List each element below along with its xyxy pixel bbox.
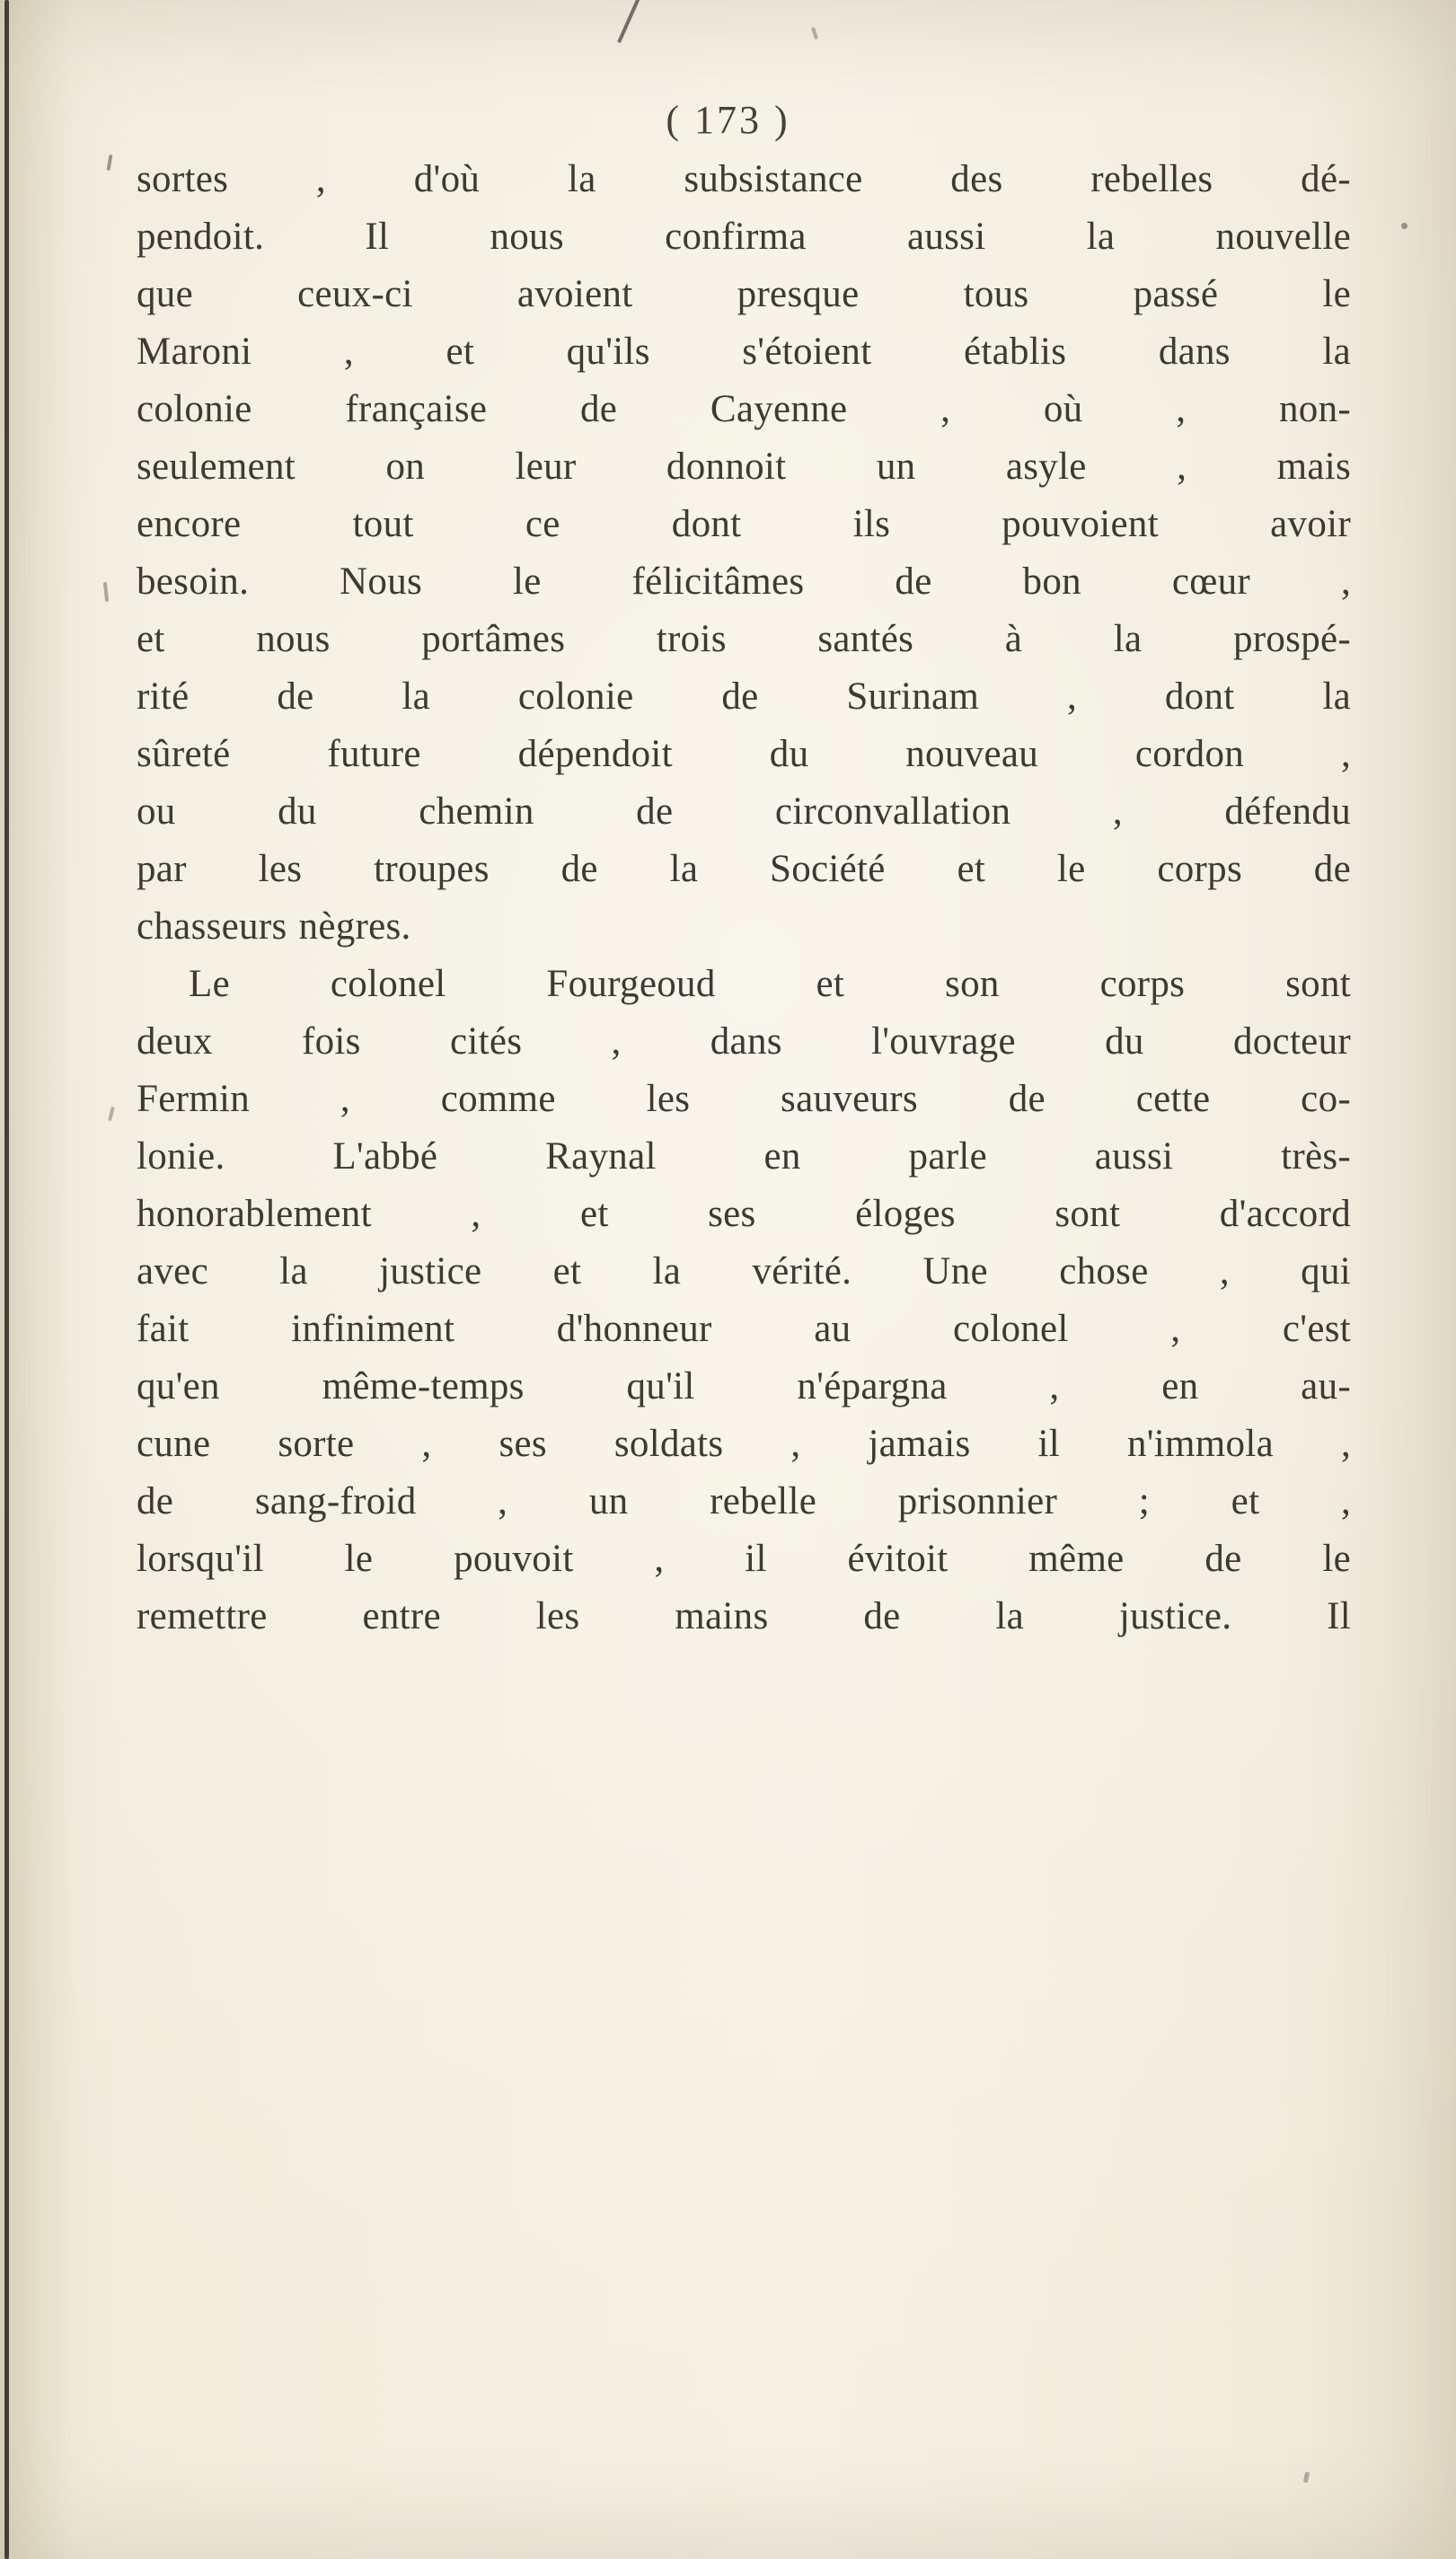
text-line: par les troupes de la Société et le corps de — [137, 848, 1351, 890]
text-line: que ceux-ci avoient presque tous passé le — [137, 273, 1351, 315]
scan-artifact-slash — [617, 0, 644, 43]
scan-artifact-speck — [811, 27, 818, 40]
paragraph — [137, 151, 1351, 956]
text-line: seulement on leur donnoit un asyle , mais — [137, 446, 1351, 488]
text-line: remettre entre les mains de la justice. Il — [137, 1595, 1351, 1637]
paragraph — [137, 956, 1351, 1646]
text-line: colonie française de Cayenne , où , non- — [137, 388, 1351, 430]
text-block — [137, 151, 1351, 1646]
text-line: avec la justice et la vérité. Une chose , qui — [137, 1250, 1351, 1293]
scan-artifact-speck — [103, 582, 109, 602]
text-line: lonie. L'abbé Raynal en parle aussi très- — [137, 1135, 1351, 1178]
text-line: pendoit. Il nous confirma aussi la nouvelle — [137, 216, 1351, 258]
text-line: sûreté future dépendoit du nouveau cordon , — [137, 733, 1351, 775]
text-line: encore tout ce dont ils pouvoient avoir — [137, 503, 1351, 545]
text-line: ou du chemin de circonvallation , défendu — [137, 790, 1351, 833]
text-line: Maroni , et qu'ils s'étoient établis dans la — [137, 331, 1351, 373]
text-line: de sang-froid , un rebelle prisonnier ; et , — [137, 1480, 1351, 1522]
text-line: deux fois cités , dans l'ouvrage du docteur — [137, 1020, 1351, 1063]
text-line: qu'en même-temps qu'il n'épargna , en au- — [137, 1365, 1351, 1407]
text-line: fait infiniment d'honneur au colonel , c'est — [137, 1308, 1351, 1350]
text-line: Le colonel Fourgeoud et son corps sont — [189, 963, 1351, 1005]
text-line: chasseurs nègres. — [137, 905, 411, 948]
text-line: et nous portâmes trois santés à la prospé- — [137, 618, 1351, 660]
scan-artifact-speck — [106, 154, 112, 171]
text-line: besoin. Nous le félicitâmes de bon cœur , — [137, 560, 1351, 603]
scan-artifact-speck — [1303, 2472, 1310, 2484]
text-line: lorsqu'il le pouvoit , il évitoit même de le — [137, 1538, 1351, 1580]
scan-artifact-speck — [108, 1107, 115, 1121]
page-number: ( 173 ) — [666, 98, 790, 142]
text-line: cune sorte , ses soldats , jamais il n'immola , — [137, 1423, 1351, 1465]
scan-edge-line — [4, 0, 9, 2559]
text-line: sortes , d'où la subsistance des rebelles dé- — [137, 158, 1351, 200]
scan-artifact-speck — [1401, 223, 1407, 229]
text-line: honorablement , et ses éloges sont d'accord — [137, 1193, 1351, 1235]
text-line: rité de la colonie de Surinam , dont la — [137, 675, 1351, 718]
text-line: Fermin , comme les sauveurs de cette co- — [137, 1078, 1351, 1120]
